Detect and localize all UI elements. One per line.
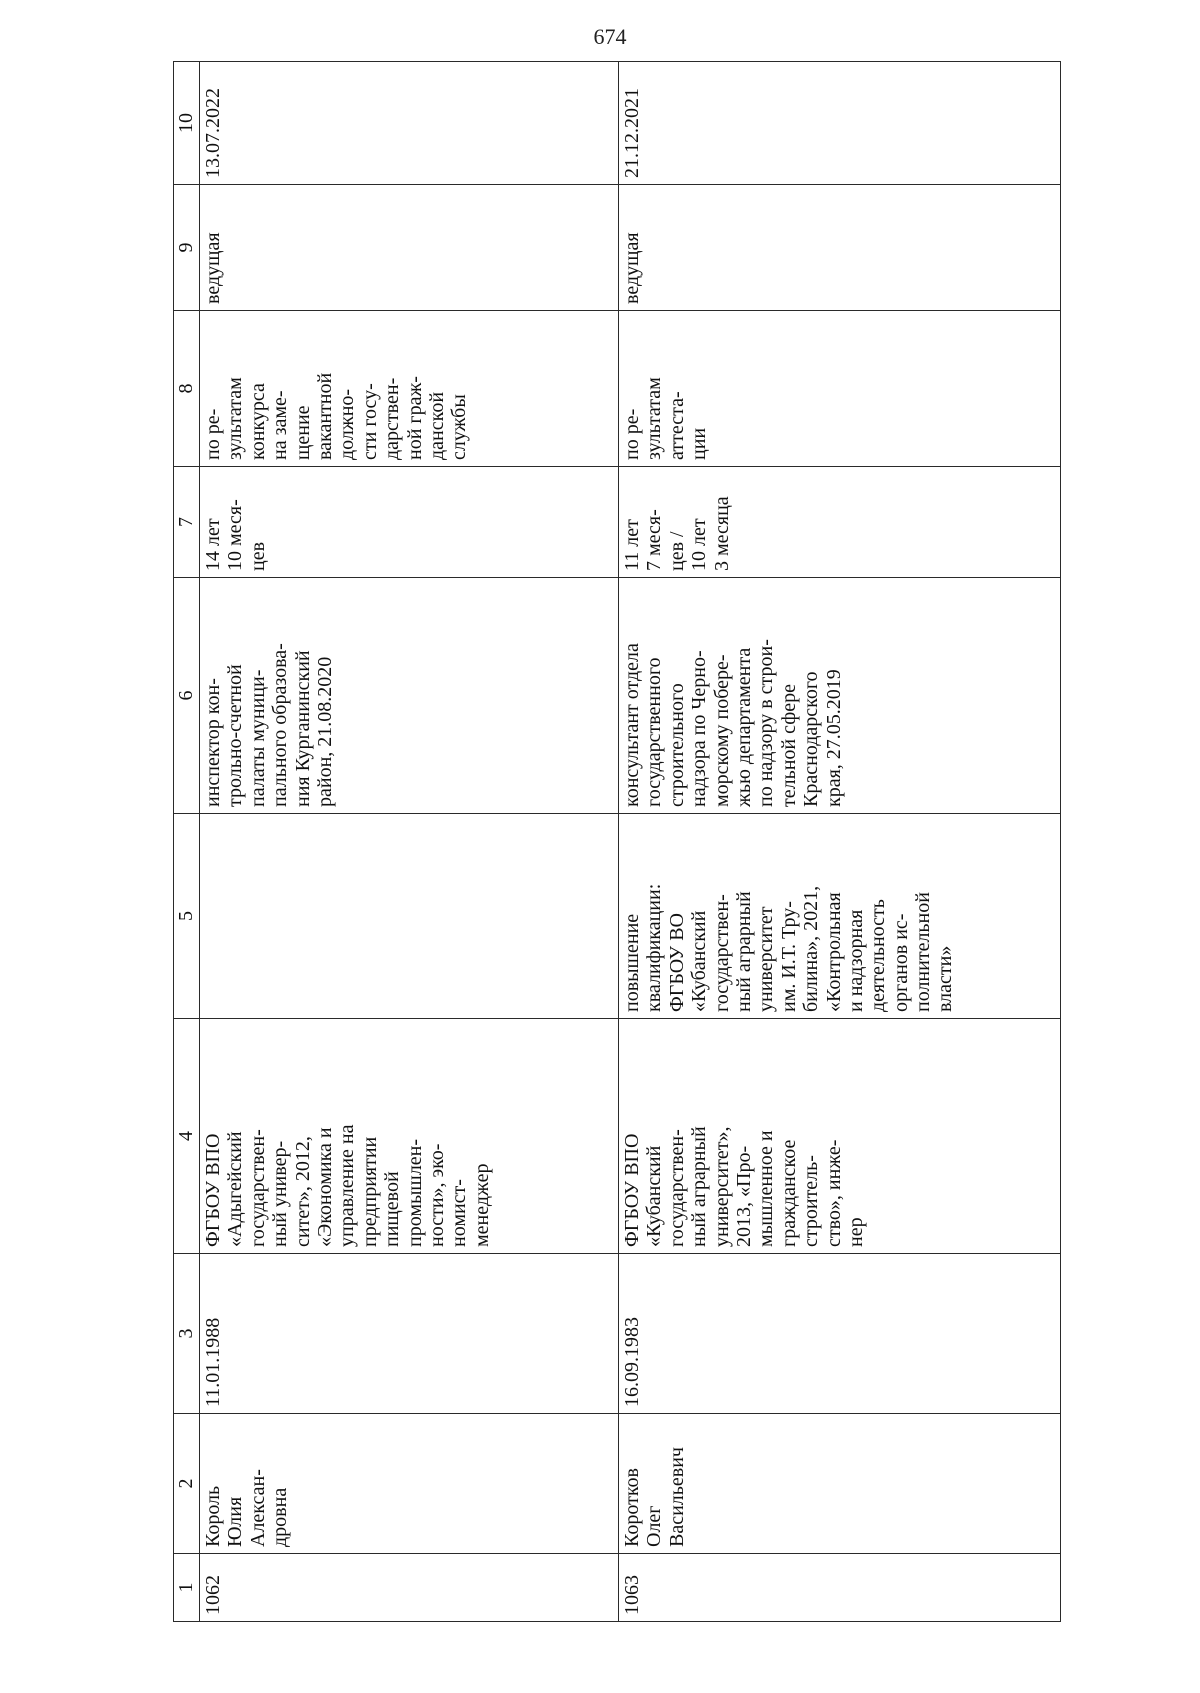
education: ФГБОУ ВПО «Адыгейский государствен- ный универ- ситет», 2012, «Экономика и управление на предприятии пищевой промышлен- ности», эко- номист- менеджер [202,1124,493,1247]
inclusion-date-cell [619,62,1061,185]
column-number: 8 [174,311,200,467]
column-number: 6 [174,578,200,814]
column-number: 10 [174,62,200,185]
table-row [200,62,619,1622]
experience-cell [200,467,619,578]
basis-cell [200,311,619,467]
position: инспектор кон- трольно-счетной палаты муници- пального образова- ния Курганинский район, 21.08.2020 [202,643,336,807]
page-number: 674 [593,24,627,49]
column-number: 9 [174,185,200,311]
full-name: Коротков Олег Васильевич [621,1447,688,1547]
inclusion-date: 13.07.2022 [202,88,224,178]
position-group: ведущая [202,232,224,304]
row-number: 1063 [621,1575,643,1615]
additional-education-cell [619,814,1061,1019]
row-number: 1062 [202,1575,224,1615]
column-number: 3 [174,1254,200,1414]
table-row [619,62,1061,1622]
additional-education: повышение квалификации: ФГБОУ ВО «Кубанский государствен- ный аграрный университет им. И.Т. Тру- билина», 2021, «Контрольная и надзорная деятельность органов ис- полнительной власти» [621,883,957,1012]
personnel-table [173,61,1061,1622]
position: консультант отдела государственного строительного надзора по Черно- морскому побере- жью департамента по надзору в строи- тельной сфере Краснодарского края, 27.05.2019 [621,639,845,807]
full-name: Король Юлия Алексан- дровна [202,1469,292,1547]
education: ФГБОУ ВПО «Кубанский государствен- ный аграрный университет», 2013, «Про- мышленное и гражданское строитель- ство», инже- нер [621,1126,867,1247]
column-number-row [174,62,200,1622]
row-number-cell [619,1554,1061,1622]
experience: 14 лет 10 меся- цев [202,499,269,571]
basis: по ре- зультатам аттеста- ции [621,377,711,460]
inclusion-date-cell [200,62,619,185]
column-number: 7 [174,467,200,578]
position-group-cell [619,185,1061,311]
position-group: ведущая [621,232,643,304]
column-number: 4 [174,1019,200,1254]
education-cell [619,1019,1061,1254]
column-number: 5 [174,814,200,1019]
birth-date: 11.01.1988 [202,1317,224,1407]
rotated-table-wrapper [173,62,1060,1622]
experience: 11 лет 7 меся- цев / 10 лет 3 месяца [621,496,733,571]
position-cell [200,578,619,814]
row-number-cell [200,1554,619,1622]
position-cell [619,578,1061,814]
education-cell [200,1019,619,1254]
position-group-cell [200,185,619,311]
full-name-cell [619,1414,1061,1554]
column-number: 1 [174,1554,200,1622]
full-name-cell [200,1414,619,1554]
inclusion-date: 21.12.2021 [621,88,643,178]
additional-education-cell [200,814,619,1019]
basis: по ре- зультатам конкурса на заме- щение вакантной должно- сти госу- дарствен- ной граж- данской службы [202,372,471,460]
column-number: 2 [174,1414,200,1554]
birth-date: 16.09.1983 [621,1317,643,1407]
basis-cell [619,311,1061,467]
birth-date-cell [619,1254,1061,1414]
experience-cell [619,467,1061,578]
birth-date-cell [200,1254,619,1414]
